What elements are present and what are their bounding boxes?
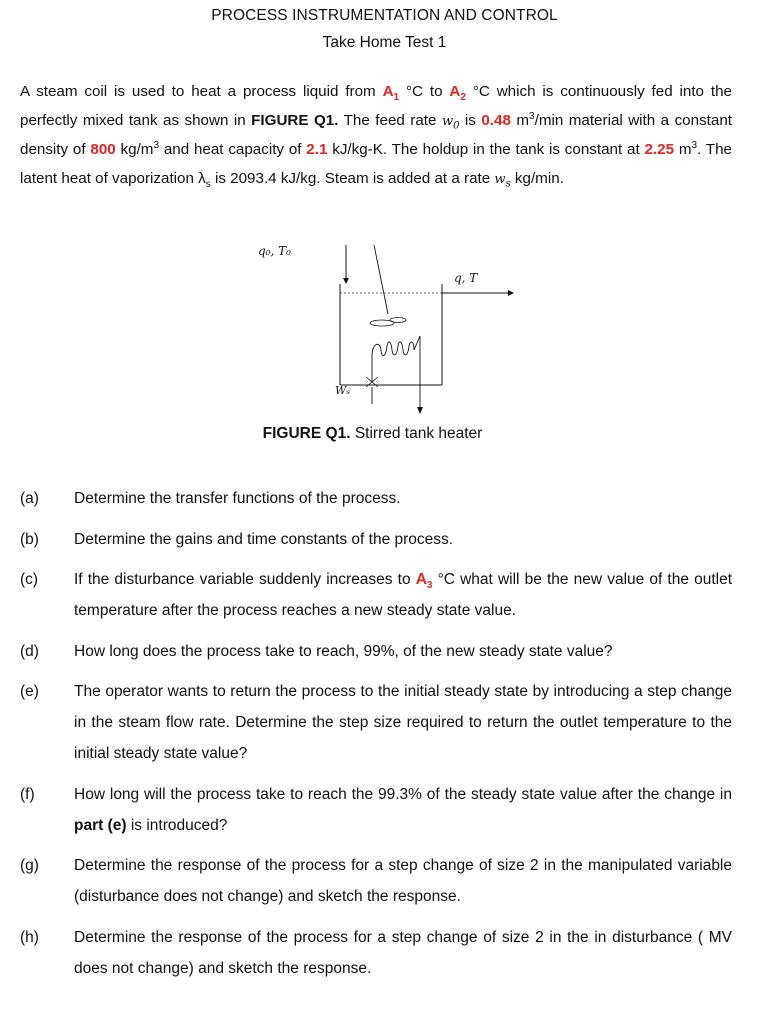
var-a3: $A_3$ bbox=[415, 571, 433, 592]
question-text: How long does the process take to reach, 99%, of the new steady state value? bbox=[74, 643, 613, 660]
question-label: (e) bbox=[20, 683, 39, 700]
question-f bbox=[20, 779, 732, 841]
intro-text: kg/min. bbox=[510, 169, 564, 187]
var-ws: $w_s$ bbox=[494, 171, 511, 190]
question-e bbox=[20, 676, 732, 769]
question-b bbox=[20, 524, 732, 555]
var-a2: $A_2$ bbox=[449, 83, 466, 104]
caption-label: FIGURE Q1. bbox=[262, 425, 351, 442]
var-w0: $w_0$ bbox=[441, 113, 460, 132]
problem-statement: A steam coil is used to heat a process liquid from $A_1$ °C to $A_2$ °C which is continuously fed into the perfectly mixed tank as shown in FIGURE Q1. The feed rate $w_0$ is 0.48 $m^3/\min$ material with a constant density of 800 $kg/m^3$ and heat capacity of 2.1 kJ/kg-K. The holdup in the tank is constant at 2.25 $m^3$. The latent heat of vaporization $\lambda_s$ is 2093.4 kJ/kg. Steam is added at a rate $w_s$ kg/min. bbox=[20, 83, 733, 190]
intro-text: and heat capacity of bbox=[159, 141, 307, 158]
document-subtitle: Take Home Test 1 bbox=[322, 34, 447, 51]
question-label: (g) bbox=[20, 857, 39, 874]
intro-text: is 2093.4 kJ/kg. Steam is added at a rate bbox=[210, 169, 495, 187]
question-h bbox=[20, 922, 732, 984]
intro-text: The feed rate bbox=[338, 111, 442, 129]
question-text: Determine the response of the process for a step change of size 2 in the manipulated variable (disturbance does not change) and sketch the response. bbox=[74, 857, 732, 905]
question-label: (h) bbox=[20, 929, 39, 946]
holdup-value: 2.25 bbox=[644, 141, 675, 158]
intro-text: kJ/kg-K. The holdup in the tank is constant at bbox=[327, 141, 645, 158]
question-label: (f) bbox=[20, 786, 35, 803]
stirred-tank-figure bbox=[240, 232, 530, 422]
intro-text: m bbox=[674, 141, 692, 158]
question-text: Determine the response of the process for a step change of size 2 in the in disturbance ( MV does not change) and sketch the response. bbox=[74, 929, 732, 977]
intro-text: A steam coil is used to heat a process liquid from bbox=[20, 83, 383, 100]
intro-text: . The latent heat of vaporization λ bbox=[20, 141, 732, 187]
question-label: (d) bbox=[20, 643, 39, 660]
intro-text: kg/m bbox=[115, 141, 154, 158]
steam-label: Wₛ bbox=[335, 384, 351, 397]
outlet-label: q, T bbox=[454, 271, 478, 285]
question-c bbox=[20, 564, 732, 626]
question-label: (c) bbox=[20, 571, 39, 588]
inlet-label: q₀, T₀ bbox=[258, 244, 291, 258]
question-text: Determine the gains and time constants of the process. bbox=[74, 531, 454, 548]
figure-reference: FIGURE Q1. bbox=[251, 111, 339, 129]
question-label: (b) bbox=[20, 531, 39, 548]
intro-text: °C which is continuously fed into the perfectly mixed tank as shown in bbox=[20, 83, 732, 129]
question-d bbox=[20, 636, 732, 667]
question-a bbox=[20, 483, 732, 514]
question-label: (a) bbox=[20, 490, 39, 507]
intro-text: /min material with a constant density of bbox=[20, 111, 733, 158]
caption-text: Stirred tank heater bbox=[350, 425, 483, 442]
intro-text: °C to bbox=[399, 83, 450, 100]
heat-capacity-value: 2.1 bbox=[306, 141, 328, 158]
question-text: If the disturbance variable suddenly increases to $A_3$ °C what will be the new value of the outlet temperature after the process reaches a new steady state value. bbox=[74, 571, 732, 619]
var-a1: $A_1$ bbox=[382, 83, 400, 104]
intro-text: m bbox=[510, 111, 530, 129]
question-text: The operator wants to return the process to the initial steady state by introducing a step change in the steam flow rate. Determine the step size required to return the outlet temperature to the initial steady state value? bbox=[74, 683, 732, 762]
density-value: 800 bbox=[90, 141, 116, 158]
question-g bbox=[20, 850, 732, 912]
figure-caption bbox=[0, 425, 745, 443]
question-text: Determine the transfer functions of the process. bbox=[74, 490, 401, 507]
intro-text: is bbox=[459, 111, 482, 129]
document-title: PROCESS INSTRUMENTATION AND CONTROL bbox=[211, 7, 558, 24]
question-text: How long will the process take to reach the 99.3% of the steady state value after the change in part (e) is introduced? bbox=[74, 786, 732, 834]
feed-rate-value: 0.48 bbox=[481, 111, 511, 129]
